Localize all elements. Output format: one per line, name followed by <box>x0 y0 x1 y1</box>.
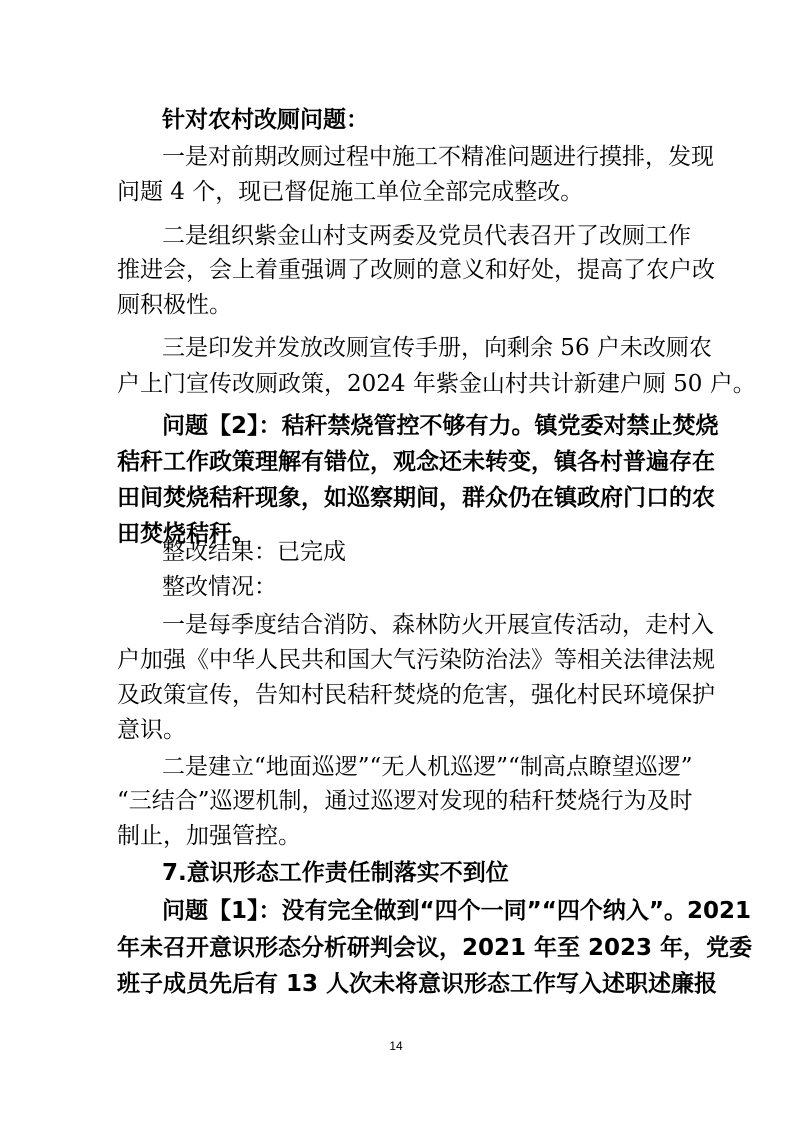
issue-heading-line <box>0 931 793 965</box>
issue-heading-line <box>0 409 793 443</box>
paragraph-line <box>0 784 793 818</box>
text-line: 制止，加强管控。 <box>117 823 301 849</box>
paragraph-line <box>0 713 793 747</box>
text-line: 田焚烧秸秆。 <box>117 521 255 547</box>
text-line: 问题【2】：秸秆禁烧管控不够有力。镇党委对禁止焚烧 <box>162 413 719 439</box>
text-line: 一是对前期改厕过程中施工不精准问题进行摸排，发现 <box>162 144 714 170</box>
paragraph-line <box>0 678 793 712</box>
paragraph-line <box>0 331 793 365</box>
paragraph-line <box>0 175 793 209</box>
rectification-status-label: 整改情况： <box>162 574 277 600</box>
text-line: 户加强《中华人民共和国大气污染防治法》等相关法律法规 <box>117 647 715 673</box>
section-heading-rural-toilet <box>0 103 793 137</box>
text-line: 及政策宣传，告知村民秸秆焚烧的危害，强化村民环境保护 <box>117 682 715 708</box>
issue-heading-line <box>0 894 793 928</box>
paragraph-line <box>0 253 793 287</box>
text-line: 一是每季度结合消防、森林防火开展宣传活动，走村入 <box>162 612 714 638</box>
text-line: 问题 4 个，现已督促施工单位全部完成整改。 <box>117 179 584 205</box>
paragraph-line <box>0 288 793 322</box>
paragraph-line <box>0 819 793 853</box>
text-line: 田间焚烧秸秆现象，如巡察期间，群众仍在镇政府门口的农 <box>117 485 715 511</box>
paragraph-line <box>0 750 793 784</box>
text-line: 厕积极性。 <box>117 292 232 318</box>
issue-heading-line <box>0 445 793 479</box>
rectification-result: 整改结果：已完成 <box>162 539 346 565</box>
paragraph-line <box>0 535 793 569</box>
paragraph-line <box>0 219 793 253</box>
issue-heading-line <box>0 967 793 1001</box>
paragraph-line <box>0 608 793 642</box>
text-line: 年未召开意识形态分析研判会议，2021 年至 2023 年，党委 <box>117 935 753 961</box>
paragraph-line <box>0 570 793 604</box>
paragraph-line <box>0 367 793 401</box>
page-number: 14 <box>389 1039 403 1053</box>
text-line: 三是印发并发放改厕宣传手册，向剩余 56 户未改厕农 <box>162 335 712 361</box>
text-line: 户上门宣传改厕政策，2024 年紫金山村共计新建户厕 50 户。 <box>117 371 756 397</box>
text-line: 意识。 <box>117 717 186 743</box>
paragraph-line <box>0 140 793 174</box>
section-heading-ideology <box>0 856 793 890</box>
text-line: 针对农村改厕问题： <box>162 107 369 133</box>
text-line: “三结合”巡逻机制，通过巡逻对发现的秸秆焚烧行为及时 <box>117 788 693 814</box>
paragraph-line <box>0 643 793 677</box>
text-line: 秸秆工作政策理解有错位，观念还未转变，镇各村普遍存在 <box>117 449 715 475</box>
text-line: 二是建立“地面巡逻”“无人机巡逻”“制高点瞭望巡逻” <box>162 754 693 780</box>
text-line: 班子成员先后有 13 人次未将意识形态工作写入述职述廉报 <box>117 971 718 997</box>
text-line: 问题【1】：没有完全做到“四个一同”“四个纳入”。2021 <box>162 898 751 924</box>
issue-heading-line <box>0 481 793 515</box>
text-line: 二是组织紫金山村支两委及党员代表召开了改厕工作 <box>162 223 691 249</box>
text-line: 7.意识形态工作责任制落实不到位 <box>162 860 509 886</box>
text-line: 推进会，会上着重强调了改厕的意义和好处，提高了农户改 <box>117 257 715 283</box>
